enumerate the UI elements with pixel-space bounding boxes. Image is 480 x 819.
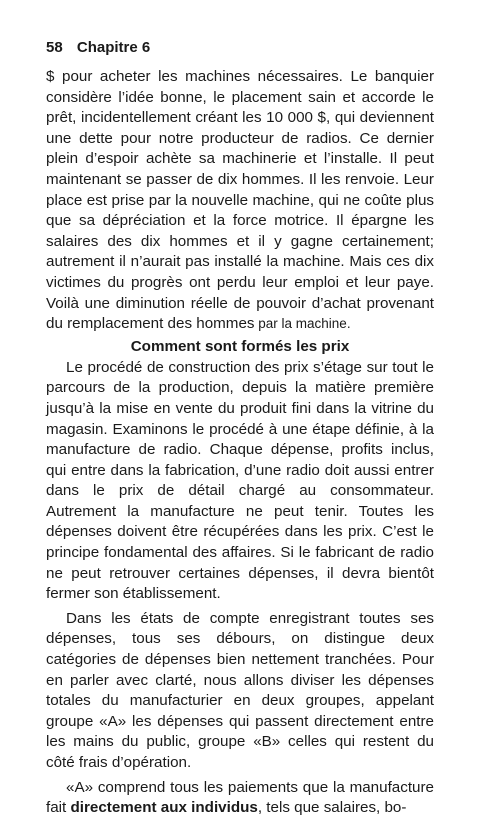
page-header [46, 38, 434, 58]
paragraph-2: Le procédé de construction des prix s’étage sur tout le parcours de la production, depuis la matière première jusqu’à la mise en vente du produit fini dans la vitrine du magasin. Examinons le procédé à une étape définie, à la manufacture de radio. Chaque dépense, profits inclus, qui entre dans la fabrication, d’une radio doit aussi entrer dans le prix de détail chargé au consommateur. Autrement la manufacture ne peut tenir. Toutes les dépenses doivent être récupérées dans les prix. C’est le principe fondamental des affaires. Si le fabricant de radio ne peut retrouver certaines dépenses, il devra bientôt fermer son établissement. [46, 358, 434, 603]
chapter-title: Chapitre 6 [76, 39, 151, 56]
paragraph-4-text-start: «A» comprend tous les paiements que la manufacture fait [46, 778, 434, 817]
paragraph-4 [46, 778, 434, 819]
section-title: Comment sont formés les prix [130, 337, 350, 355]
paragraph-1-tail: par la machine. [254, 316, 351, 332]
paragraph-4-text-end: , tels que salaires, bo- [257, 799, 407, 817]
paragraph-1-text: $ pour acheter les machines nécessaires. Le banquier considère l’idée bonne, le placement sain et accorde le prêt, incidentellement créant les 10 000 $, qui deviennent une dette pour notre producteur de radios. Ce dernier plein d’espoir achète sa machinerie et l’installe. Il peut maintenant se passer de dix hommes. Il les renvoie. Leur place est prise par la nouvelle machine, qui ne coûte plus que sa dépréciation et la force motrice. Il épargne les salaires des dix hommes et il y gagne certainement; autrement il n’aurait pas installé la machine. Mais ces dix victimes du progrès ont perdu leur emploi et leur paye. Voilà une diminution réelle de pouvoir d’achat provenant du remplacement des hommes [46, 68, 434, 333]
paragraph-3: Dans les états de compte enregistrant toutes ses dépenses, tous ses débours, on distingue deux catégories de dépenses bien nettement tranchées. Pour en parler avec clarté, nous allons diviser les dépenses totales du manufacturier en deux groupes, appelant groupe «A» les dépenses qui passent directement entre les mains du public, groupe «B» celles qui restent du côté frais d’opération. [46, 609, 434, 771]
paragraph-4-bold-phrase: directement aux individus [70, 799, 258, 817]
paragraph-1 [46, 67, 434, 335]
page-number: 58 [46, 39, 63, 56]
